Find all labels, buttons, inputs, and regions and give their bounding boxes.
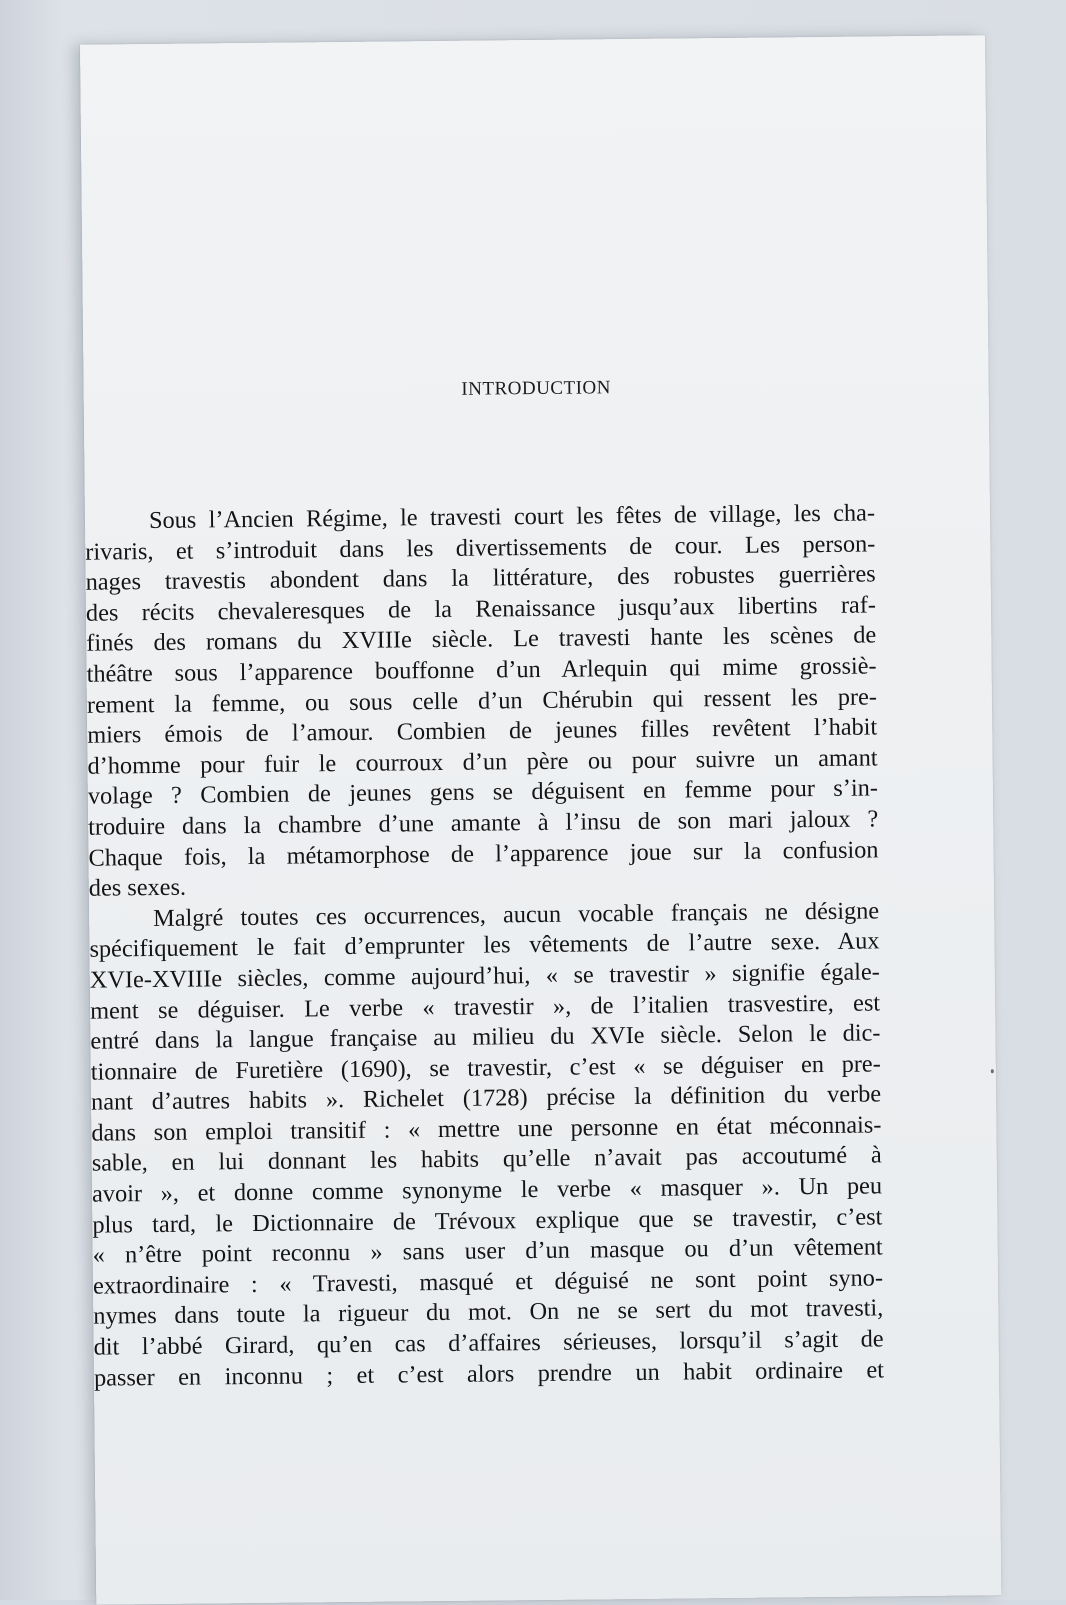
text-line: ment se déguiser. Le verbe « travestir », de l’italien trasvestire, est bbox=[89, 988, 881, 1025]
text-line: passer en inconnu ; et c’est alors prendre un habit ordinaire et bbox=[93, 1356, 885, 1392]
page-title: INTRODUCTION bbox=[461, 377, 612, 400]
text-line: entré dans la langue française au milieu du XVIe siècle. Selon le dic- bbox=[90, 1019, 881, 1055]
text-line: troduire dans la chambre d’une amante à l’insu de son mari jaloux ? bbox=[88, 805, 879, 841]
text-line: tionnaire de Furetière (1690), se travestir, c’est « se déguiser en pre- bbox=[90, 1050, 881, 1086]
text-line: volage ? Combien de jeunes gens se déguisent en femme pour s’in- bbox=[87, 774, 878, 811]
text-line: finés des romans du XVIIIe siècle. Le travesti hante les scènes de bbox=[86, 621, 877, 658]
text-line: dit l’abbé Girard, qu’en cas d’affaires sérieuses, lorsqu’il s’agit de bbox=[93, 1325, 884, 1361]
text-line: des sexes. bbox=[88, 873, 187, 902]
text-line: dans son emploi transitif : « mettre une personne en état méconnais- bbox=[91, 1111, 882, 1147]
text-line: nant d’autres habits ». Richelet (1728) précise la définition du verbe bbox=[90, 1080, 882, 1116]
text-line: « n’être point reconnu » sans user d’un masque ou d’un vêtement bbox=[92, 1233, 883, 1269]
text-line: d’homme pour fuir le courroux d’un père ou pour suivre un amant bbox=[87, 744, 878, 780]
text-line: Malgré toutes ces occurrences, aucun vocable français ne désigne bbox=[153, 897, 880, 932]
text-line: avoir », et donne comme synonyme le verbe « masquer ». Un peu bbox=[91, 1172, 883, 1208]
text-line: Chaque fois, la métamorphose de l’apparence joue sur la confusion bbox=[88, 835, 879, 872]
text-line: nymes dans toute la rigueur du mot. On ne se sert du mot travesti, bbox=[93, 1294, 884, 1331]
text-line: théâtre sous l’apparence bouffonne d’un Arlequin qui mime grossiè- bbox=[86, 652, 877, 688]
text-line: des récits chevaleresques de la Renaissance jusqu’aux libertins raf- bbox=[85, 591, 877, 627]
text-line: plus tard, le Dictionnaire de Trévoux explique que se travestir, c’est bbox=[92, 1203, 883, 1239]
text-line: sable, en lui donnant les habits qu’elle n’avait pas accoutumé à bbox=[91, 1141, 882, 1178]
paragraph-2 bbox=[89, 896, 884, 1394]
text-line: extraordinaire : « Travesti, masqué et déguisé ne sont point syno- bbox=[92, 1264, 884, 1300]
book-page bbox=[80, 35, 1001, 1604]
text-line: spécifiquement le fait d’emprunter les vêtements de l’autre sexe. Aux bbox=[89, 927, 880, 964]
text-line: XVIe-XVIIIe siècles, comme aujourd’hui, « se travestir » signifie égale- bbox=[89, 958, 880, 994]
body-text bbox=[85, 498, 884, 1393]
text-line: Sous l’Ancien Régime, le travesti court les fêtes de village, les cha- bbox=[148, 499, 876, 535]
text-line: rivaris, et s’introduit dans les divertissements de cour. Les person- bbox=[85, 530, 876, 566]
paper-speck bbox=[991, 1069, 994, 1073]
text-line: rement la femme, ou sous celle d’un Chérubin qui ressent les pre- bbox=[86, 682, 878, 719]
paragraph-1 bbox=[85, 498, 879, 904]
text-line: nages travestis abondent dans la littérature, des robustes guerrières bbox=[85, 560, 876, 596]
text-line: miers émois de l’amour. Combien de jeunes filles revêtent l’habit bbox=[87, 713, 878, 749]
